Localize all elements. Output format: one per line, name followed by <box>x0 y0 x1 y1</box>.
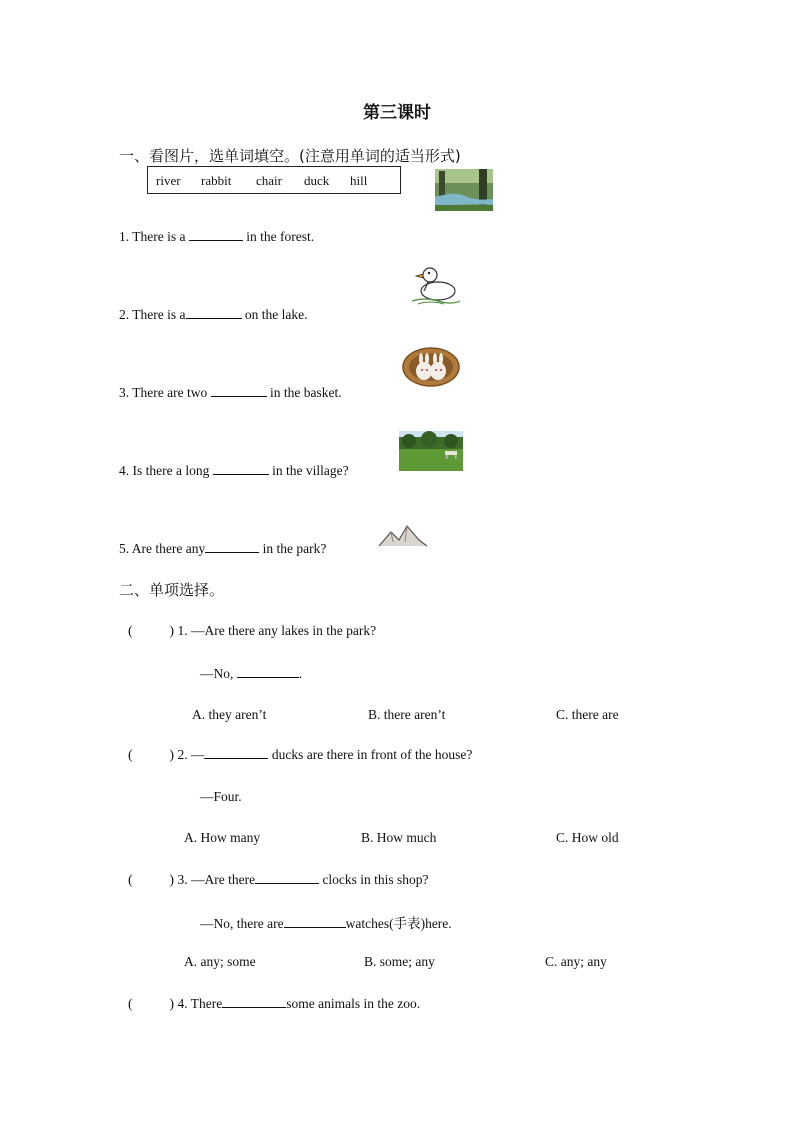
answer-blank[interactable] <box>213 462 269 475</box>
answer-blank[interactable] <box>255 871 319 884</box>
word-bank-box <box>147 166 401 194</box>
option-c[interactable]: C. How old <box>556 830 619 845</box>
question-text: on the lake. <box>244 307 308 322</box>
answer-blank[interactable] <box>284 915 346 928</box>
answer-paren-close: ) <box>169 873 175 888</box>
question-5 <box>119 540 326 557</box>
question-number: 3. <box>177 872 188 887</box>
question-number: 4. <box>119 463 130 478</box>
question-number: 1. <box>119 229 130 244</box>
mc-question-2 <box>128 746 472 764</box>
answer-blank[interactable] <box>189 228 243 241</box>
answer-blank[interactable] <box>204 746 268 759</box>
question-text: in the park? <box>262 541 327 556</box>
mc-question-1 <box>128 623 376 640</box>
option-a[interactable]: A. How many <box>184 830 261 845</box>
word-bank-item: hill <box>350 173 368 188</box>
question-number: 4. <box>177 996 188 1011</box>
question-text: —Are there <box>190 872 256 887</box>
word-bank-item: chair <box>256 173 282 188</box>
answer-paren-open: ( <box>128 997 133 1012</box>
question-text: clocks in this shop? <box>322 872 429 887</box>
question-text: in the village? <box>272 463 349 478</box>
hills-picture <box>377 522 429 550</box>
question-text: There is a <box>132 307 186 322</box>
question-number: 5. <box>119 541 130 556</box>
option-c[interactable]: C. there are <box>556 707 619 722</box>
question-3 <box>119 384 342 401</box>
question-2 <box>119 306 307 323</box>
answer-paren-close: ) <box>169 624 175 639</box>
river-forest-picture <box>435 169 493 211</box>
section1-heading: 一、看图片，选单词填空。(注意用单词的适当形式) <box>119 147 461 165</box>
question-text: Is there a long <box>132 463 210 478</box>
question-text: ducks are there in front of the house? <box>271 747 473 762</box>
word-bank-item: rabbit <box>201 173 232 188</box>
question-text: . <box>298 666 303 681</box>
question-text: There <box>190 996 223 1011</box>
question-text: —Are there any lakes in the park? <box>190 623 377 638</box>
answer-slot[interactable] <box>136 996 166 1008</box>
question-text: There are two <box>132 385 208 400</box>
mc-question-2-line2: —Four. <box>200 789 242 804</box>
section2-heading: 二、单项选择。 <box>119 581 225 599</box>
answer-blank[interactable] <box>237 665 299 678</box>
question-text: in the forest. <box>246 229 315 244</box>
question-4 <box>119 462 349 479</box>
option-a[interactable]: A. they aren’t <box>192 707 267 722</box>
answer-blank[interactable] <box>186 306 242 319</box>
duck-picture <box>410 263 460 305</box>
option-a[interactable]: A. any; some <box>184 954 256 969</box>
question-text: in the basket. <box>269 385 342 400</box>
rabbits-in-basket-picture <box>402 345 460 387</box>
question-text: — <box>190 747 205 762</box>
park-chair-picture <box>399 431 463 471</box>
answer-blank[interactable] <box>222 995 286 1008</box>
mc-question-3 <box>128 871 429 889</box>
question-number: 3. <box>119 385 130 400</box>
question-text: There is a <box>132 229 186 244</box>
question-text: Are there any <box>131 541 206 556</box>
question-text: —No, <box>200 666 234 681</box>
answer-paren-open: ( <box>128 873 133 888</box>
word-bank-item: river <box>156 173 181 188</box>
question-text: —No, there are <box>200 916 284 931</box>
mc-question-1-line2 <box>200 665 302 682</box>
option-b[interactable]: B. How much <box>361 830 437 845</box>
answer-slot[interactable] <box>136 872 166 884</box>
word-bank-item: duck <box>304 173 330 188</box>
answer-blank[interactable] <box>205 540 259 553</box>
page-title: 第三课时 <box>363 103 431 123</box>
mc-question-3-line2 <box>200 912 452 932</box>
option-b[interactable]: B. some; any <box>364 954 435 969</box>
question-text: some animals in the zoo. <box>286 996 421 1011</box>
question-number: 2. <box>177 747 188 762</box>
answer-slot[interactable] <box>136 747 166 759</box>
answer-paren-open: ( <box>128 748 133 763</box>
question-text: watches(手表)here. <box>345 916 452 931</box>
answer-paren-open: ( <box>128 624 133 639</box>
option-b[interactable]: B. there aren’t <box>368 707 446 722</box>
answer-paren-close: ) <box>169 997 175 1012</box>
option-c[interactable]: C. any; any <box>545 954 607 969</box>
answer-paren-close: ) <box>169 748 175 763</box>
question-1 <box>119 228 314 245</box>
mc-question-4 <box>128 995 420 1013</box>
answer-slot[interactable] <box>136 623 166 635</box>
answer-blank[interactable] <box>211 384 267 397</box>
question-number: 1. <box>177 623 188 638</box>
question-number: 2. <box>119 307 130 322</box>
